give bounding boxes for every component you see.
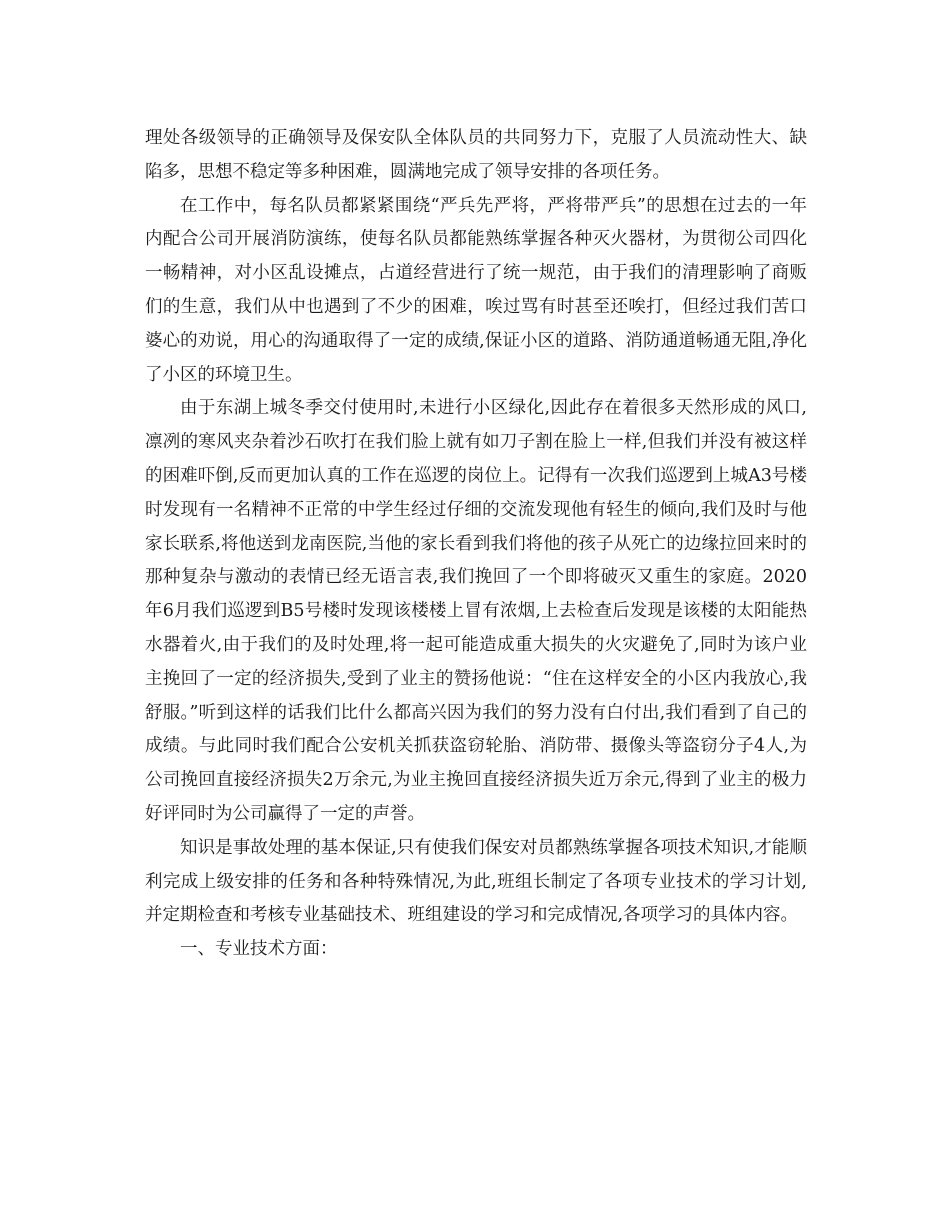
- paragraph-1: 理处各级领导的正确领导及保安队全体队员的共同努力下，克服了人员流动性大、缺陷多，思想不稳定等多种困难，圆满地完成了领导安排的各项任务。: [145, 128, 807, 182]
- paragraph-2: 在工作中，每名队员都紧紧围绕“严兵先严将，严将带严兵”的思想在过去的一年内配合公司开展消防演练，使每名队员都能熟练掌握各种灭火器材，为贯彻公司四化一畅精神，对小区乱设摊点，占道经营进行了统一规范，由于我们的清理影响了商贩们的生意，我们从中也遇到了不少的困难，唉过骂有时甚至还唉打，但经过我们苦口婆心的劝说，用心的沟通取得了一定的成绩,保证小区的道路、消防通道畅通无阻,净化了小区的环境卫生。: [145, 195, 807, 385]
- paragraph-4: 知识是事故处理的基本保证,只有使我们保安对员都熟练掌握各项技术知识,才能顺利完成上级安排的任务和各种特殊情况,为此,班组长制定了各项专业技术的学习计划,并定期检查和考核专业基础技术、班组建设的学习和完成情况,各项学习的具体内容。: [145, 837, 807, 926]
- section-heading: 一、专业技术方面：: [180, 939, 338, 960]
- document-body: [145, 122, 807, 967]
- paragraph-3: 由于东湖上城冬季交付使用时,未进行小区绿化,因此存在着很多天然形成的风口,凛冽的寒风夹杂着沙石吹打在我们脸上就有如刀子割在脸上一样,但我们并没有被这样的困难吓倒,反而更加认真的工作在巡逻的岗位上。记得有一次我们巡逻到上城A3号楼时发现有一名精神不正常的中学生经过仔细的交流发现他有轻生的倾向,我们及时与他家长联系,将他送到龙南医院,当他的家长看到我们将他的孩子从死亡的边缘拉回来时的那种复杂与激动的表情已经无语言表,我们挽回了一个即将破灭又重生的家庭。2020年6月我们巡逻到B5号楼时发现该楼楼上冒有浓烟,上去检查后发现是该楼的太阳能热水器着火,由于我们的及时处理,将一起可能造成重大损失的火灾避免了,同时为该户业主挽回了一定的经济损失,受到了业主的赞扬他说：“住在这样安全的小区内我放心,我舒服。”听到这样的话我们比什么都高兴因为我们的努力没有白付出,我们看到了自己的成绩。与此同时我们配合公安机关抓获盗窃轮胎、消防带、摄像头等盗窃分子4人,为公司挽回直接经济损失2万余元,为业主挽回直接经济损失近万余元,得到了业主的极力好评同时为公司赢得了一定的声誉。: [145, 398, 807, 824]
